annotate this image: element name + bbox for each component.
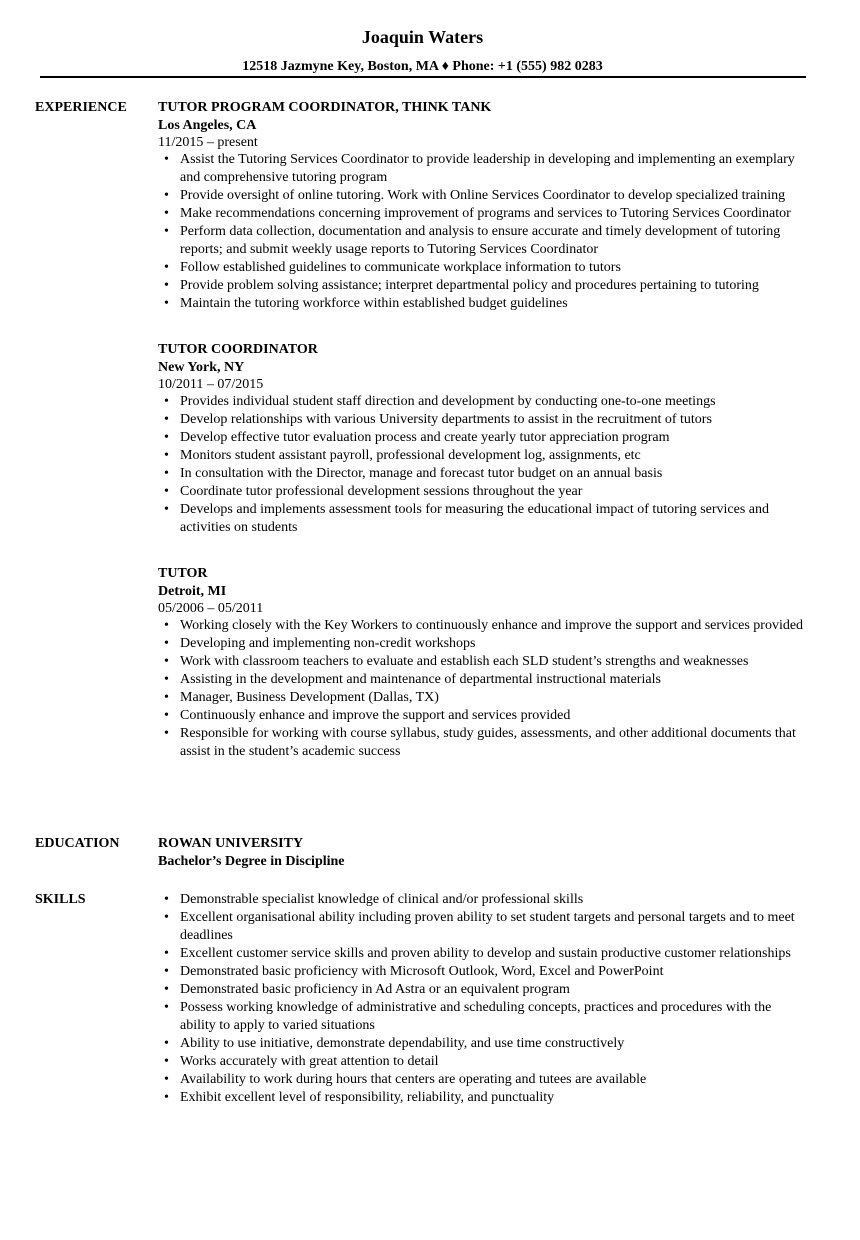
skill-item: • Demonstrable specialist knowledge of clinical and/or professional skills [158,891,808,909]
bullet-item: • Provide oversight of online tutoring. Work with Online Services Coordinator to develop specialized training [158,187,808,205]
job-location: Los Angeles, CA [158,118,257,133]
bullet-item: • Manager, Business Development (Dallas, TX) [158,689,808,707]
skill-item: • Excellent organisational ability including proven ability to set student targets and personal targets and to meet deadlines [158,909,808,945]
job-entry [158,341,808,537]
bullet-item: • Maintain the tutoring workforce within established budget guidelines [158,295,808,313]
skills-list [158,891,808,1107]
candidate-name: Joaquin Waters [361,27,484,47]
job-title: TUTOR [158,566,208,581]
job-dates: 11/2015 – present [158,135,258,150]
education-body [158,835,808,871]
job-dates: 05/2006 – 05/2011 [158,601,264,616]
experience-body [158,99,808,779]
bullet-item: • Developing and implementing non-credit workshops [158,635,808,653]
skill-item: • Works accurately with great attention to detail [158,1053,808,1071]
skill-item: • Ability to use initiative, demonstrate dependability, and use time constructively [158,1035,808,1053]
job-bullets [158,151,808,313]
bullet-item: • Develops and implements assessment tools for measuring the educational impact of tutoring services and activities on students [158,501,808,537]
job-location: Detroit, MI [158,584,227,599]
job-entry [158,565,808,761]
bullet-item: • Continuously enhance and improve the support and services provided [158,707,808,725]
bullet-item: • Perform data collection, documentation and analysis to ensure accurate and timely development of tutoring reports; and submit weekly usage reports to Tutoring Services Coordinator [158,223,808,259]
bullet-item: • Follow established guidelines to communicate workplace information to tutors [158,259,808,277]
education-heading: EDUCATION [35,836,120,851]
job-bullets [158,393,808,537]
bullet-item: • Working closely with the Key Workers to continuously enhance and improve the support and services provided [158,617,808,635]
job-title: TUTOR PROGRAM COORDINATOR, THINK TANK [158,100,492,115]
bullet-item: • Assist the Tutoring Services Coordinator to provide leadership in developing and implementing an exemplary and comprehensive tutoring program [158,151,808,187]
bullet-item: • Make recommendations concerning improvement of programs and services to Tutoring Services Coordinator [158,205,808,223]
bullet-item: • Responsible for working with course syllabus, study guides, assessments, and other additional documents that assist in the student’s academic success [158,725,808,761]
bullet-item: • Work with classroom teachers to evaluate and establish each SLD student’s strengths and weaknesses [158,653,808,671]
skill-item: • Exhibit excellent level of responsibility, reliability, and punctuality [158,1089,808,1107]
bullet-item: • Assisting in the development and maintenance of departmental instructional materials [158,671,808,689]
degree-name: Bachelor’s Degree in Discipline [158,854,345,869]
bullet-item: • In consultation with the Director, manage and forecast tutor budget on an annual basis [158,465,808,483]
skill-item: • Demonstrated basic proficiency in Ad Astra or an equivalent program [158,981,808,999]
bullet-item: • Develop relationships with various University departments to assist in the recruitment of tutors [158,411,808,429]
skill-item: • Demonstrated basic proficiency with Microsoft Outlook, Word, Excel and PowerPoint [158,963,808,981]
skill-item: • Availability to work during hours that centers are operating and tutees are available [158,1071,808,1089]
skills-heading: SKILLS [35,892,86,907]
header-divider [40,76,806,78]
job-dates: 10/2011 – 07/2015 [158,377,264,392]
job-location: New York, NY [158,360,245,375]
contact-line: 12518 Jazmyne Key, Boston, MA ♦ Phone: +1 (555) 982 0283 [242,59,603,74]
experience-heading: EXPERIENCE [35,100,127,115]
job-bullets [158,617,808,761]
skill-item: • Possess working knowledge of administrative and scheduling concepts, practices and procedures with the ability to apply to varied situations [158,999,808,1035]
bullet-item: • Coordinate tutor professional development sessions throughout the year [158,483,808,501]
school-name: ROWAN UNIVERSITY [158,836,304,851]
bullet-item: • Monitors student assistant payroll, professional development log, assignments, etc [158,447,808,465]
bullet-item: • Provides individual student staff direction and development by conducting one-to-one meetings [158,393,808,411]
bullet-item: • Provide problem solving assistance; interpret departmental policy and procedures pertaining to tutoring [158,277,808,295]
job-entry [158,99,808,313]
job-title: TUTOR COORDINATOR [158,342,318,357]
skills-body [158,891,808,1107]
skill-item: • Excellent customer service skills and proven ability to develop and sustain productive customer relationships [158,945,808,963]
bullet-item: • Develop effective tutor evaluation process and create yearly tutor appreciation program [158,429,808,447]
